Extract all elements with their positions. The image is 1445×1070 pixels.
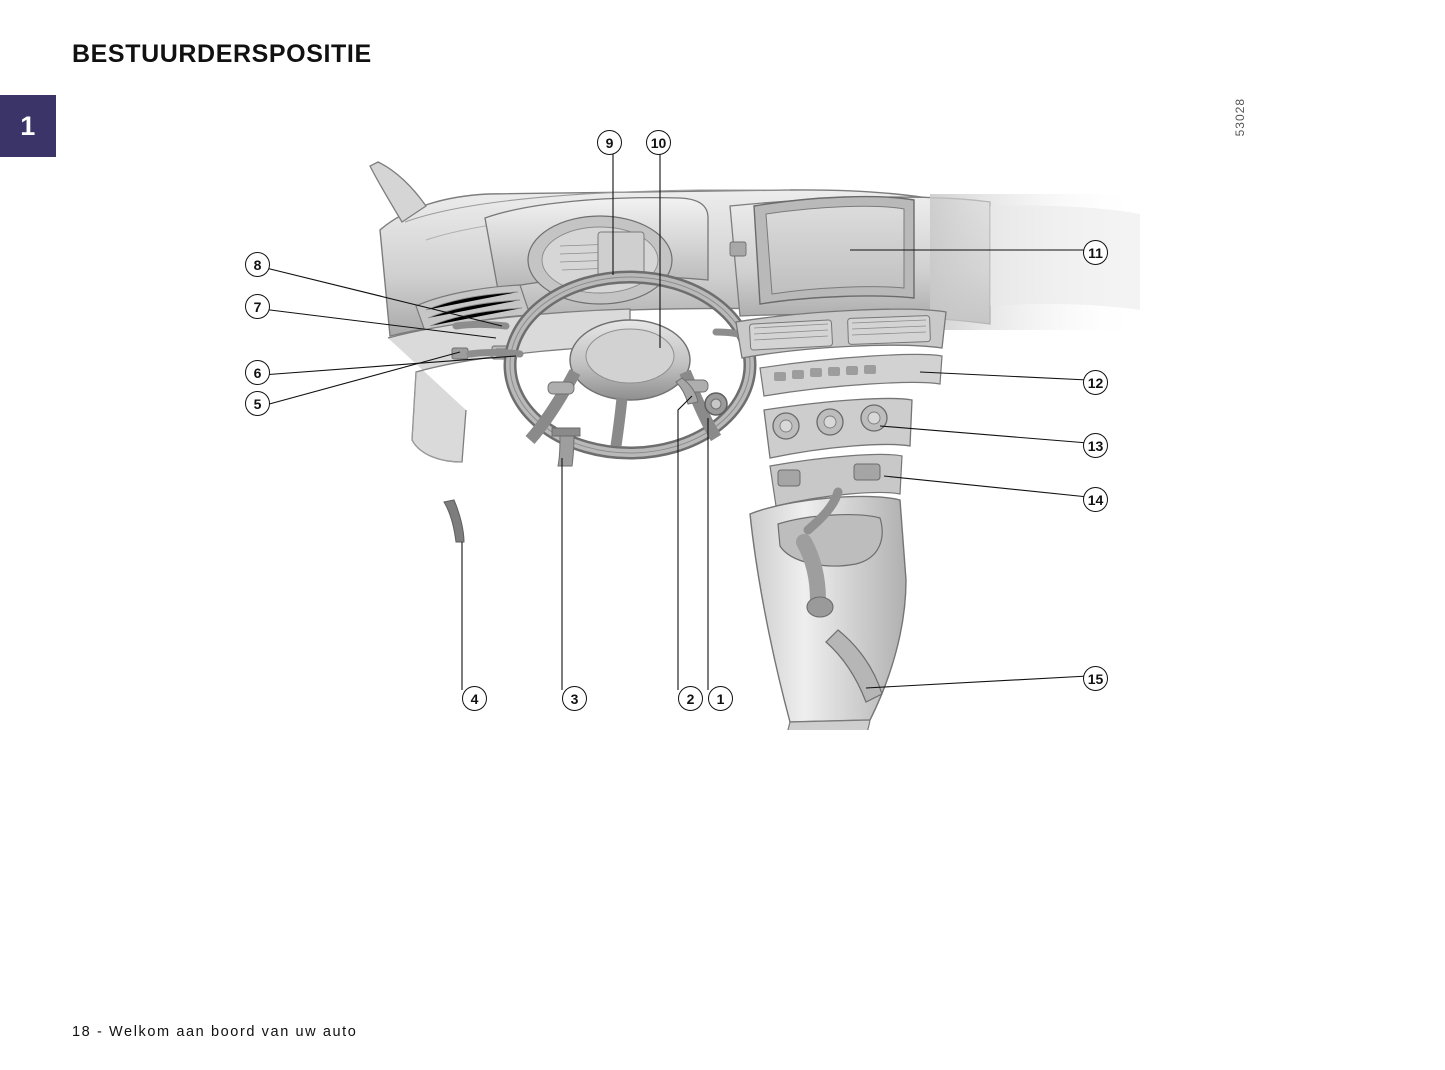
callout-marker-12 (1083, 370, 1108, 395)
callout-marker-15 (1083, 666, 1108, 691)
callout-marker-14 (1083, 487, 1108, 512)
chapter-tab (0, 95, 56, 157)
callout-marker-11 (1083, 240, 1108, 265)
callout-marker-6 (245, 360, 270, 385)
callout-label: 3 (570, 690, 579, 707)
callout-label: 14 (1087, 491, 1104, 508)
dashboard-illustration (230, 110, 1140, 730)
callout-marker-5 (245, 391, 270, 416)
callout-label: 11 (1088, 244, 1103, 261)
callout-label: 7 (253, 298, 262, 315)
callout-marker-7 (245, 294, 270, 319)
callout-label: 6 (253, 364, 262, 381)
callout-marker-2 (678, 686, 703, 711)
callout-label: 1 (716, 690, 725, 707)
callout-label: 9 (605, 134, 614, 151)
callout-marker-8 (245, 252, 270, 277)
callout-marker-4 (462, 686, 487, 711)
callout-marker-9 (597, 130, 622, 155)
callout-label: 4 (470, 690, 479, 707)
callout-label: 2 (686, 690, 695, 707)
page-title: BESTUURDERSPOSITIE (72, 40, 372, 68)
figure-reference-number: 53028 (1233, 98, 1247, 137)
callout-marker-10 (646, 130, 671, 155)
chapter-number: 1 (20, 110, 36, 141)
callout-marker-3 (562, 686, 587, 711)
callout-label: 5 (253, 395, 262, 412)
callout-label: 13 (1087, 437, 1104, 454)
callout-label: 12 (1087, 374, 1104, 391)
callout-marker-1 (708, 686, 733, 711)
callout-label: 15 (1087, 670, 1104, 687)
callout-label: 8 (253, 256, 262, 273)
page-footer: 18 - Welkom aan boord van uw auto (72, 1024, 358, 1040)
callout-label: 10 (650, 134, 667, 151)
callout-marker-13 (1083, 433, 1108, 458)
